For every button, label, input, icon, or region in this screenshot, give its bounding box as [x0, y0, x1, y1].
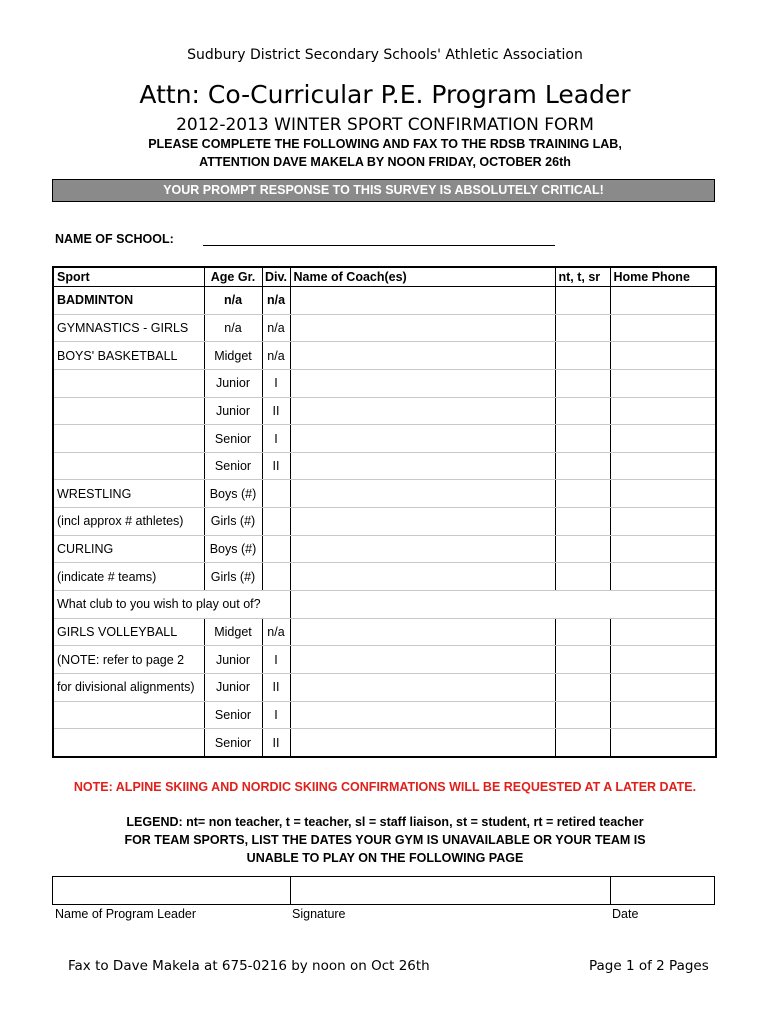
- sport-cell: (NOTE: refer to page 2: [53, 646, 204, 674]
- table-row: [53, 618, 716, 646]
- coach-cell[interactable]: [290, 480, 555, 508]
- age-cell: Junior: [204, 673, 262, 701]
- table-row: [53, 342, 716, 370]
- phone-cell[interactable]: [610, 673, 716, 701]
- date-divider: [610, 877, 611, 904]
- col-header-coach: Name of Coach(es): [290, 267, 555, 287]
- phone-cell[interactable]: [610, 508, 716, 536]
- attn-heading: Attn: Co-Curricular P.E. Program Leader: [139, 80, 631, 109]
- table-header-row: [53, 267, 716, 287]
- status-cell[interactable]: [555, 369, 610, 397]
- phone-cell[interactable]: [610, 701, 716, 729]
- col-header-phone: Home Phone: [610, 267, 716, 287]
- age-cell: Junior: [204, 369, 262, 397]
- signature-box: [52, 876, 715, 905]
- page-number: Page 1 of 2 Pages: [589, 958, 709, 974]
- phone-cell[interactable]: [610, 314, 716, 342]
- age-cell: Boys (#): [204, 480, 262, 508]
- team-sports-note-1: FOR TEAM SPORTS, LIST THE DATES YOUR GYM IS UNAVAILABLE OR YOUR TEAM IS: [124, 833, 646, 847]
- age-cell: Senior: [204, 425, 262, 453]
- signature-divider: [290, 877, 291, 904]
- age-cell: Midget: [204, 342, 262, 370]
- div-cell: I: [262, 369, 290, 397]
- table-row: [53, 563, 716, 591]
- age-cell: Senior: [204, 701, 262, 729]
- age-cell: Girls (#): [204, 563, 262, 591]
- status-cell[interactable]: [555, 535, 610, 563]
- table-row: [53, 369, 716, 397]
- table-row: [53, 314, 716, 342]
- signature-label: Signature: [292, 907, 346, 921]
- phone-cell[interactable]: [610, 287, 716, 315]
- div-cell: n/a: [262, 314, 290, 342]
- sport-cell: BADMINTON: [53, 287, 204, 315]
- table-body: [53, 287, 716, 757]
- phone-cell[interactable]: [610, 618, 716, 646]
- div-cell: II: [262, 397, 290, 425]
- legend-line: LEGEND: nt= non teacher, t = teacher, sl = staff liaison, st = student, rt = retired teacher: [126, 815, 644, 829]
- sports-table: [52, 266, 717, 758]
- coach-cell[interactable]: [290, 729, 555, 757]
- sport-cell: [53, 729, 204, 757]
- coach-cell[interactable]: [290, 314, 555, 342]
- age-cell: Girls (#): [204, 508, 262, 536]
- age-cell: n/a: [204, 314, 262, 342]
- table-row: [53, 397, 716, 425]
- association-title: Sudbury District Secondary Schools' Athletic Association: [187, 47, 583, 63]
- date-label: Date: [612, 907, 639, 921]
- div-cell: n/a: [262, 287, 290, 315]
- div-cell: I: [262, 701, 290, 729]
- phone-cell[interactable]: [610, 397, 716, 425]
- school-name-field[interactable]: [203, 245, 555, 246]
- instruction-line-1: PLEASE COMPLETE THE FOLLOWING AND FAX TO THE RDSB TRAINING LAB,: [148, 137, 622, 151]
- sport-cell: for divisional alignments): [53, 673, 204, 701]
- coach-cell[interactable]: [290, 342, 555, 370]
- table-row: [53, 673, 716, 701]
- phone-cell[interactable]: [610, 342, 716, 370]
- phone-cell[interactable]: [610, 425, 716, 453]
- sport-cell: [53, 452, 204, 480]
- div-cell: n/a: [262, 618, 290, 646]
- team-sports-note-2: UNABLE TO PLAY ON THE FOLLOWING PAGE: [246, 851, 524, 865]
- sport-cell: GYMNASTICS - GIRLS: [53, 314, 204, 342]
- age-cell: Midget: [204, 618, 262, 646]
- table-row: [53, 508, 716, 536]
- status-cell[interactable]: [555, 397, 610, 425]
- age-cell: Senior: [204, 452, 262, 480]
- sport-cell: [53, 701, 204, 729]
- coach-cell[interactable]: [290, 287, 555, 315]
- coach-cell[interactable]: [290, 425, 555, 453]
- coach-cell[interactable]: [290, 563, 555, 591]
- form-subtitle: 2012-2013 WINTER SPORT CONFIRMATION FORM: [176, 115, 594, 135]
- status-cell[interactable]: [555, 452, 610, 480]
- sport-cell: BOYS' BASKETBALL: [53, 342, 204, 370]
- div-cell: II: [262, 729, 290, 757]
- phone-cell[interactable]: [610, 646, 716, 674]
- col-header-div: Div.: [262, 267, 290, 287]
- fax-footer: Fax to Dave Makela at 675-0216 by noon on Oct 26th: [68, 958, 430, 974]
- sport-cell: [53, 425, 204, 453]
- div-cell: [262, 563, 290, 591]
- club-question-cell: What club to you wish to play out of?: [53, 591, 290, 619]
- coach-cell[interactable]: [290, 369, 555, 397]
- phone-cell[interactable]: [610, 535, 716, 563]
- phone-cell[interactable]: [610, 369, 716, 397]
- sport-cell: WRESTLING: [53, 480, 204, 508]
- status-cell[interactable]: [555, 563, 610, 591]
- table-row: [53, 729, 716, 757]
- status-cell[interactable]: [555, 342, 610, 370]
- club-answer-cell[interactable]: [290, 591, 716, 619]
- instruction-line-2: ATTENTION DAVE MAKELA BY NOON FRIDAY, OCTOBER 26th: [199, 155, 571, 169]
- table-row: [53, 535, 716, 563]
- coach-cell[interactable]: [290, 397, 555, 425]
- div-cell: I: [262, 425, 290, 453]
- div-cell: [262, 535, 290, 563]
- age-cell: n/a: [204, 287, 262, 315]
- program-leader-label: Name of Program Leader: [55, 907, 197, 921]
- coach-cell[interactable]: [290, 618, 555, 646]
- table-row: [53, 425, 716, 453]
- sport-cell: (incl approx # athletes): [53, 508, 204, 536]
- phone-cell[interactable]: [610, 563, 716, 591]
- coach-cell[interactable]: [290, 452, 555, 480]
- table-row: [53, 452, 716, 480]
- skiing-note: NOTE: ALPINE SKIING AND NORDIC SKIING CONFIRMATIONS WILL BE REQUESTED AT A LATER DATE.: [73, 780, 697, 794]
- phone-cell[interactable]: [610, 452, 716, 480]
- sport-cell: (indicate # teams): [53, 563, 204, 591]
- status-cell[interactable]: [555, 425, 610, 453]
- table-row: [53, 287, 716, 315]
- coach-cell[interactable]: [290, 673, 555, 701]
- table-row: [53, 701, 716, 729]
- div-cell: I: [262, 646, 290, 674]
- table-row: [53, 646, 716, 674]
- status-cell[interactable]: [555, 646, 610, 674]
- div-cell: II: [262, 673, 290, 701]
- sport-cell: CURLING: [53, 535, 204, 563]
- age-cell: Senior: [204, 729, 262, 757]
- coach-cell[interactable]: [290, 646, 555, 674]
- status-cell[interactable]: [555, 618, 610, 646]
- coach-cell[interactable]: [290, 535, 555, 563]
- status-cell[interactable]: [555, 480, 610, 508]
- table-row: [53, 591, 716, 619]
- critical-banner: YOUR PROMPT RESPONSE TO THIS SURVEY IS ABSOLUTELY CRITICAL!: [52, 179, 715, 202]
- status-cell[interactable]: [555, 673, 610, 701]
- col-header-age: Age Gr.: [204, 267, 262, 287]
- phone-cell[interactable]: [610, 729, 716, 757]
- div-cell: n/a: [262, 342, 290, 370]
- school-name-label: NAME OF SCHOOL:: [55, 232, 174, 246]
- col-header-status: nt, t, sr: [555, 267, 610, 287]
- sport-cell: [53, 397, 204, 425]
- div-cell: [262, 480, 290, 508]
- div-cell: II: [262, 452, 290, 480]
- sport-cell: GIRLS VOLLEYBALL: [53, 618, 204, 646]
- sport-cell: [53, 369, 204, 397]
- coach-cell[interactable]: [290, 508, 555, 536]
- div-cell: [262, 508, 290, 536]
- status-cell[interactable]: [555, 701, 610, 729]
- status-cell[interactable]: [555, 314, 610, 342]
- age-cell: Boys (#): [204, 535, 262, 563]
- phone-cell[interactable]: [610, 480, 716, 508]
- table-row: [53, 480, 716, 508]
- status-cell[interactable]: [555, 508, 610, 536]
- status-cell[interactable]: [555, 287, 610, 315]
- coach-cell[interactable]: [290, 701, 555, 729]
- status-cell[interactable]: [555, 729, 610, 757]
- col-header-sport: Sport: [53, 267, 204, 287]
- age-cell: Junior: [204, 397, 262, 425]
- age-cell: Junior: [204, 646, 262, 674]
